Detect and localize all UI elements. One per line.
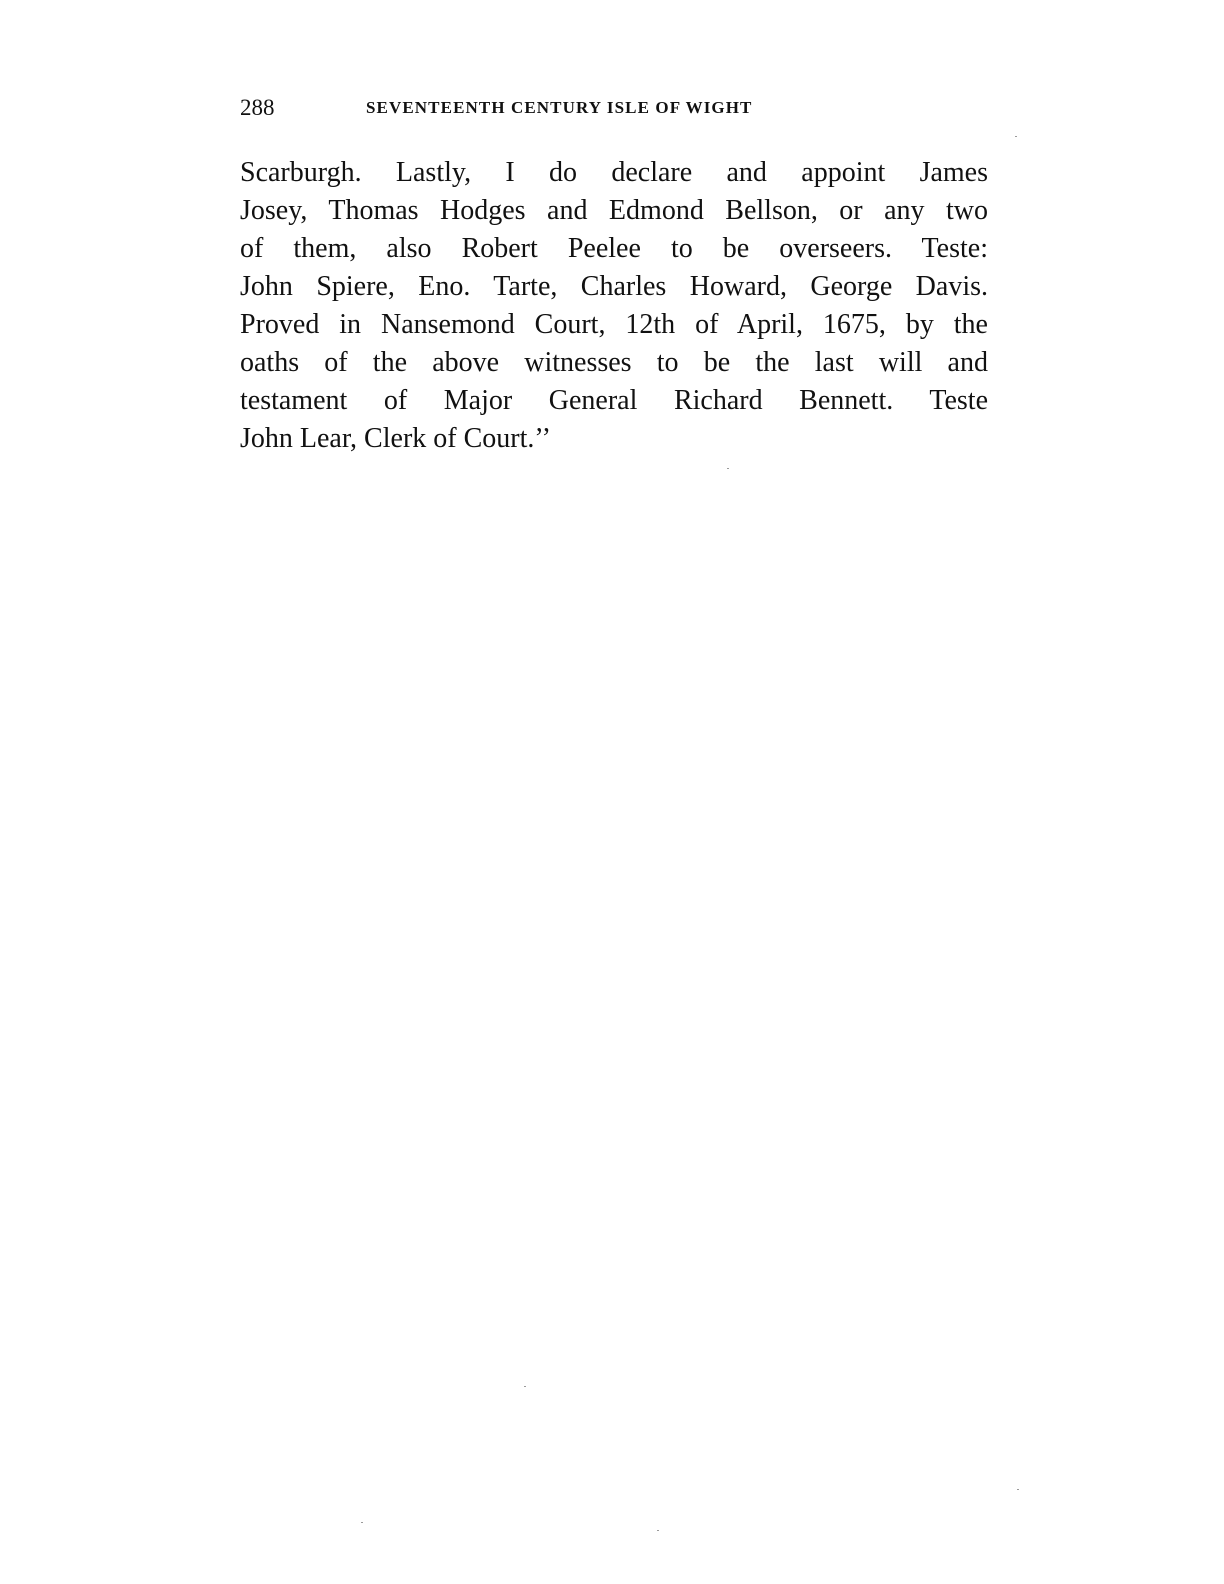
text-line: Josey, Thomas Hodges and Edmond Bellson, or any two — [240, 195, 988, 226]
scan-speck — [1015, 136, 1017, 137]
text-line: Proved in Nansemond Court, 12th of April, 1675, by the — [240, 309, 988, 340]
page-number: 288 — [240, 95, 275, 120]
body-paragraph — [240, 154, 988, 458]
running-title: SEVENTEENTH CENTURY ISLE OF WIGHT — [366, 98, 753, 117]
text-line: John Spiere, Eno. Tarte, Charles Howard, George Davis. — [240, 271, 988, 302]
text-line: of them, also Robert Peelee to be overseers. Teste: — [240, 233, 988, 264]
text-line: oaths of the above witnesses to be the last will and — [240, 347, 988, 378]
scan-speck — [727, 468, 729, 469]
scan-speck — [361, 1522, 363, 1523]
scan-speck — [524, 1386, 526, 1387]
text-line: John Lear, Clerk of Court.’’ — [240, 423, 551, 454]
text-line: testament of Major General Richard Bennett. Teste — [240, 385, 988, 416]
text-line: Scarburgh. Lastly, I do declare and appoint James — [240, 157, 988, 188]
scan-speck — [1017, 1489, 1019, 1490]
running-head — [240, 93, 990, 123]
scan-speck — [657, 1530, 659, 1531]
